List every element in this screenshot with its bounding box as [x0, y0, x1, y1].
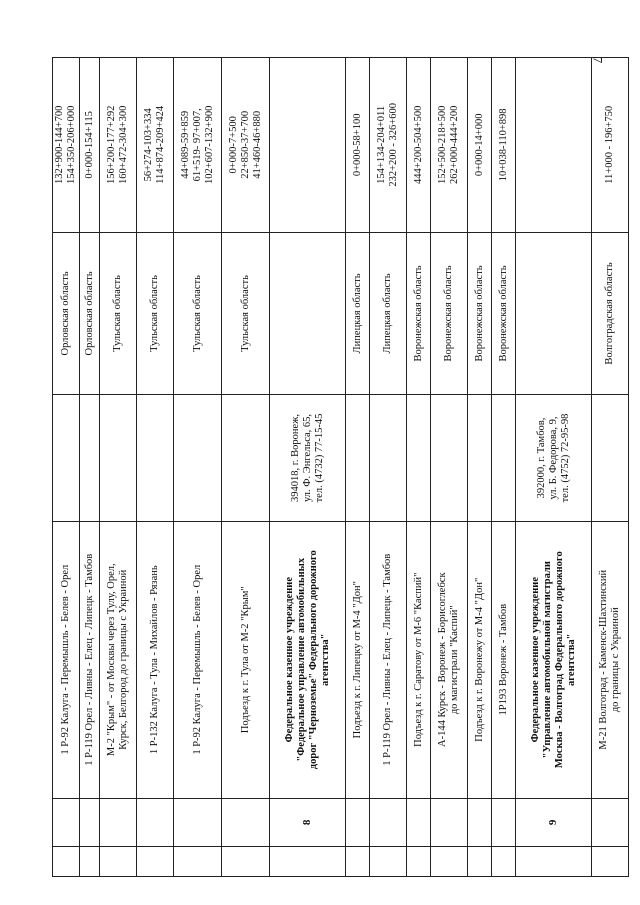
row-number-cell: [346, 798, 370, 846]
table-row: [270, 58, 346, 877]
row-number-cell: [370, 798, 407, 846]
table-row: [468, 58, 492, 877]
row-number-cell: [431, 798, 468, 846]
empty-cell: [100, 846, 137, 876]
empty-cell: [431, 846, 468, 876]
km-cell: [270, 58, 346, 233]
empty-cell: [174, 846, 222, 876]
km-cell: 156+200-177+292 160+472-304+300: [100, 58, 137, 233]
region-cell: Воронежская область: [407, 232, 431, 395]
km-cell: 11+000 - 196+750: [592, 58, 629, 233]
table-row: [407, 58, 431, 877]
roads-table: [52, 57, 629, 877]
road-cell: М-2 "Крым" - от Москвы через Тулу, Орел, Курск, Белгород до границы с Украиной: [100, 521, 137, 798]
region-cell: Воронежская область: [431, 232, 468, 395]
address-cell: [137, 395, 174, 521]
row-number-cell: [53, 798, 80, 846]
row-number-cell: [137, 798, 174, 846]
address-cell: [407, 395, 431, 521]
road-cell: Подъезд к г. Воронежу от М-4 "Дон": [468, 521, 492, 798]
region-cell: Орловская область: [80, 232, 100, 395]
region-cell: [270, 232, 346, 395]
road-cell: Подъезд к г. Липецку от М-4 "Дон": [346, 521, 370, 798]
region-cell: Орловская область: [53, 232, 80, 395]
empty-cell: [370, 846, 407, 876]
address-cell: 394018, г. Воронеж, ул. Ф. Энгельса, 65, тел. (4732) 77-15-45: [270, 395, 346, 521]
address-cell: [592, 395, 629, 521]
region-cell: Тульская область: [222, 232, 270, 395]
address-cell: [53, 395, 80, 521]
address-cell: [346, 395, 370, 521]
region-cell: Волгоградская область: [592, 232, 629, 395]
table-row: [370, 58, 407, 877]
address-cell: [100, 395, 137, 521]
empty-cell: [592, 846, 629, 876]
region-cell: Тульская область: [100, 232, 137, 395]
table-row: [137, 58, 174, 877]
row-number-cell: 8: [270, 798, 346, 846]
road-cell: Подъезд к г. Тула от М-2 "Крым": [222, 521, 270, 798]
rotated-table-wrapper: [52, 57, 622, 877]
row-number-cell: [174, 798, 222, 846]
empty-cell: [516, 846, 592, 876]
address-cell: 392000, г. Тамбов, ул. Б. Федорова, 9, тел. (4752) 72-95-98: [516, 395, 592, 521]
km-cell: 56+274-103+334 114+874-209+424: [137, 58, 174, 233]
row-number-cell: [100, 798, 137, 846]
region-cell: Тульская область: [137, 232, 174, 395]
address-cell: [174, 395, 222, 521]
road-cell: 1 Р-132 Калуга - Тула - Михайлов - Рязань: [137, 521, 174, 798]
road-cell: Федеральное казенное учреждение "Управление автомобильной магистрали Москва - Волгоград Федерального дорожного агентства": [516, 521, 592, 798]
address-cell: [492, 395, 516, 521]
empty-cell: [53, 846, 80, 876]
table-row: [53, 58, 80, 877]
km-cell: 0+000-154+115: [80, 58, 100, 233]
address-cell: [468, 395, 492, 521]
row-number-cell: 9: [516, 798, 592, 846]
km-cell: [516, 58, 592, 233]
empty-cell: [468, 846, 492, 876]
page-number: 7: [589, 56, 605, 64]
address-cell: [222, 395, 270, 521]
km-cell: 10+038-110+898: [492, 58, 516, 233]
table-row: [346, 58, 370, 877]
km-cell: 152+500-218+500 262+000-444+200: [431, 58, 468, 233]
km-cell: 132+900-144+700 154+350-206+000: [53, 58, 80, 233]
address-cell: [80, 395, 100, 521]
empty-cell: [270, 846, 346, 876]
region-cell: Воронежская область: [492, 232, 516, 395]
empty-cell: [492, 846, 516, 876]
road-cell: М-21 Волгоград - Каменск-Шахтинский до границы с Украиной: [592, 521, 629, 798]
empty-cell: [80, 846, 100, 876]
table-row: [516, 58, 592, 877]
table-row: [174, 58, 222, 877]
row-number-cell: [468, 798, 492, 846]
row-number-cell: [80, 798, 100, 846]
road-cell: 1 Р-119 Орел - Ливны - Елец - Липецк - Тамбов: [370, 521, 407, 798]
table-row: [100, 58, 137, 877]
region-cell: Тульская область: [174, 232, 222, 395]
km-cell: 444+200-504+500: [407, 58, 431, 233]
row-number-cell: [592, 798, 629, 846]
road-cell: А-144 Курск - Воронеж - Борисоглебск до магистрали "Каспий": [431, 521, 468, 798]
road-cell: Федеральное казенное учреждение "Федеральное управление автомобильных дорог "Черноземье" Федерального дорожного агентства": [270, 521, 346, 798]
km-cell: 0+000-14+000: [468, 58, 492, 233]
table-row: [222, 58, 270, 877]
row-number-cell: [492, 798, 516, 846]
road-cell: Подъезд к г. Саратову от М-6 "Каспий": [407, 521, 431, 798]
km-cell: 0+000-7+500 22+850-37+700 41+460-46+880: [222, 58, 270, 233]
road-cell: 1 Р-92 Калуга - Перемышль - Белев - Орел: [53, 521, 80, 798]
address-cell: [431, 395, 468, 521]
km-cell: 44+089-59+859 61+519- 97+007, 102+607-132+900: [174, 58, 222, 233]
row-number-cell: [407, 798, 431, 846]
empty-cell: [407, 846, 431, 876]
table-row: [80, 58, 100, 877]
km-cell: 0+000-58+100: [346, 58, 370, 233]
road-cell: 1Р193 Воронеж - Тамбов: [492, 521, 516, 798]
address-cell: [370, 395, 407, 521]
region-cell: Липецкая область: [346, 232, 370, 395]
empty-cell: [346, 846, 370, 876]
region-cell: Липецкая область: [370, 232, 407, 395]
table-row: [492, 58, 516, 877]
empty-cell: [137, 846, 174, 876]
region-cell: Воронежская область: [468, 232, 492, 395]
row-number-cell: [222, 798, 270, 846]
table-row: [431, 58, 468, 877]
region-cell: [516, 232, 592, 395]
empty-cell: [222, 846, 270, 876]
table-row: [592, 58, 629, 877]
roads-table-body: [53, 58, 629, 877]
km-cell: 154+134-204+011 232+200 - 326+600: [370, 58, 407, 233]
road-cell: 1 Р-92 Калуга - Перемышль - Белев - Орел: [174, 521, 222, 798]
road-cell: 1 Р-119 Орел - Ливны - Елец - Липецк - Тамбов: [80, 521, 100, 798]
